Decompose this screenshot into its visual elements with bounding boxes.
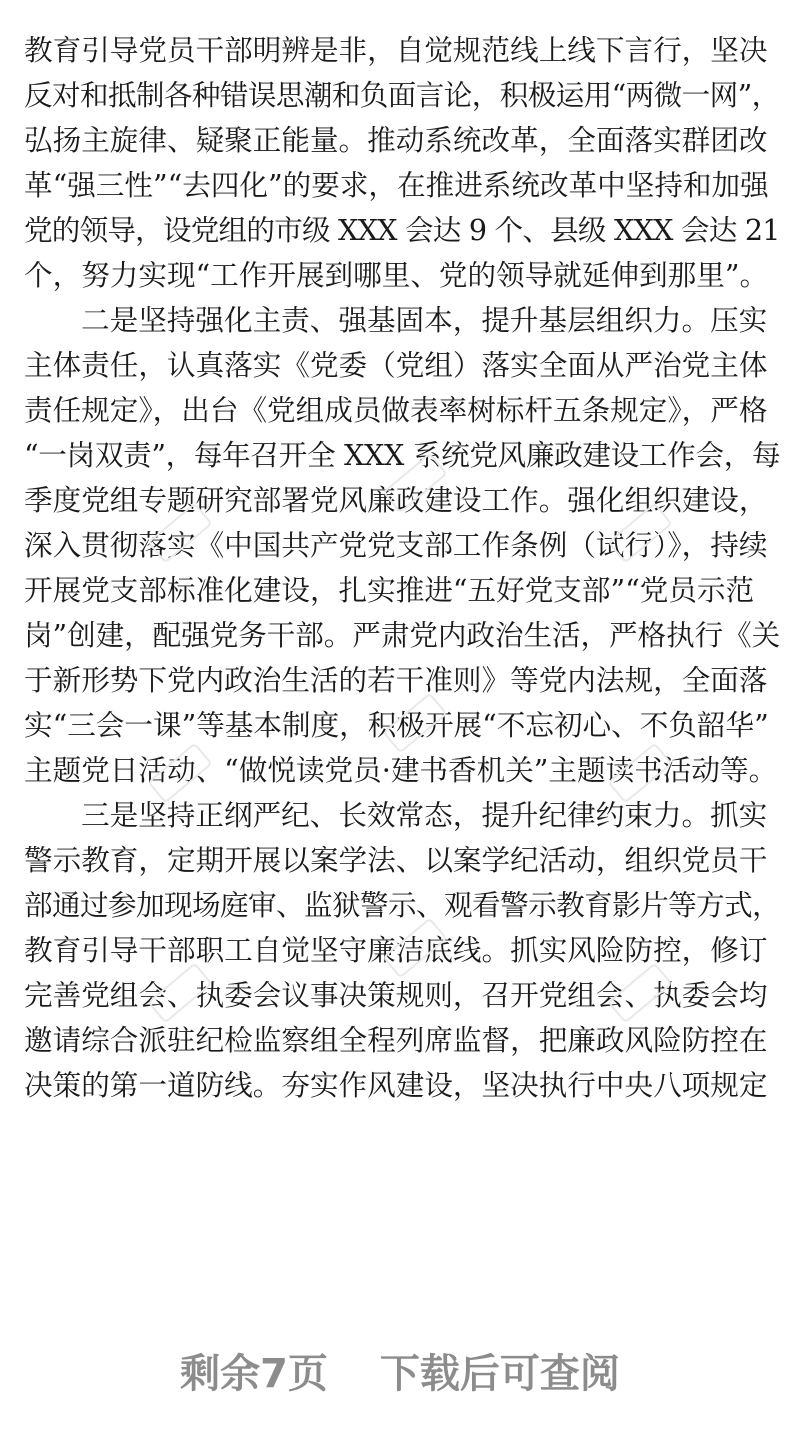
text-line: 教育引导干部职工自觉坚守廉洁底线。抓实风险防控，修订 (24, 933, 768, 967)
text-line: 教育引导党员干部明辨是非，自觉规范线上线下言行，坚决 (24, 33, 768, 67)
text-line: 主体责任，认真落实《党委（党组）落实全面从严治党主体 (24, 348, 768, 382)
text-line: 主题党日活动、“做悦读党员·建书香机关”主题读书活动等。 (24, 753, 778, 787)
remaining-pages-label[interactable]: 剩余7页 (180, 1351, 328, 1397)
text-line: 开展党支部标准化建设，扎实推进“五好党支部”“党员示范 (24, 573, 755, 607)
text-line: 邀请综合派驻纪检监察组全程列席监督，把廉政风险防控在 (24, 1023, 768, 1057)
text-line: 反对和抵制各种错误思潮和负面言论，积极运用“两微一网”， (24, 78, 780, 112)
text-line: 季度党组专题研究部署党风廉政建设工作。强化组织建设， (24, 483, 768, 517)
text-line: 深入贯彻落实《中国共产党党支部工作条例（试行）》，持续 (24, 528, 768, 562)
text-line: 警示教育，定期开展以案学法、以案学纪活动，组织党员干 (24, 843, 768, 877)
text-line: “一岗双责”，每年召开全 XXX 系统党风廉政建设工作会，每 (24, 438, 780, 472)
text-line: 党的领导，设党组的市级 XXX 会达 9 个、县级 XXX 会达 21 (24, 213, 780, 247)
text-line: 个，努力实现“工作开展到哪里、党的领导就延伸到那里”。 (24, 258, 769, 292)
text-line: 于新形势下党内政治生活的若干准则》等党内法规，全面落 (24, 663, 768, 697)
text-line: 岗”创建，配强党务干部。严肃党内政治生活，严格执行《关 (24, 618, 780, 652)
text-line: 弘扬主旋律、疑聚正能量。推动系统改革，全面落实群团改 (24, 123, 768, 157)
download-prompt[interactable] (0, 1346, 800, 1402)
document-body (24, 28, 780, 1108)
text-line: 部通过参加现场庭审、监狱警示、观看警示教育影片等方式， (24, 888, 780, 922)
download-to-view-label[interactable]: 下载后可查阅 (379, 1351, 620, 1397)
text-line: 完善党组会、执委会议事决策规则，召开党组会、执委会均 (24, 978, 768, 1012)
text-line: 实“三会一课”等基本制度，积极开展“不忘初心、不负韶华” (24, 708, 769, 742)
paragraph-start-line: 三是坚持正纲严纪、长效常态，提升纪律约束力。抓实 (81, 798, 768, 832)
paragraph-start-line: 二是坚持强化主责、强基固本，提升基层组织力。压实 (81, 303, 768, 337)
text-line: 责任规定》，出台《党组成员做表率树标杆五条规定》，严格 (24, 393, 768, 427)
text-line: 革“强三性”“去四化”的要求，在推进系统改革中坚持和加强 (24, 168, 769, 202)
text-line: 决策的第一道防线。夯实作风建设，坚决执行中央八项规定 (24, 1068, 768, 1102)
